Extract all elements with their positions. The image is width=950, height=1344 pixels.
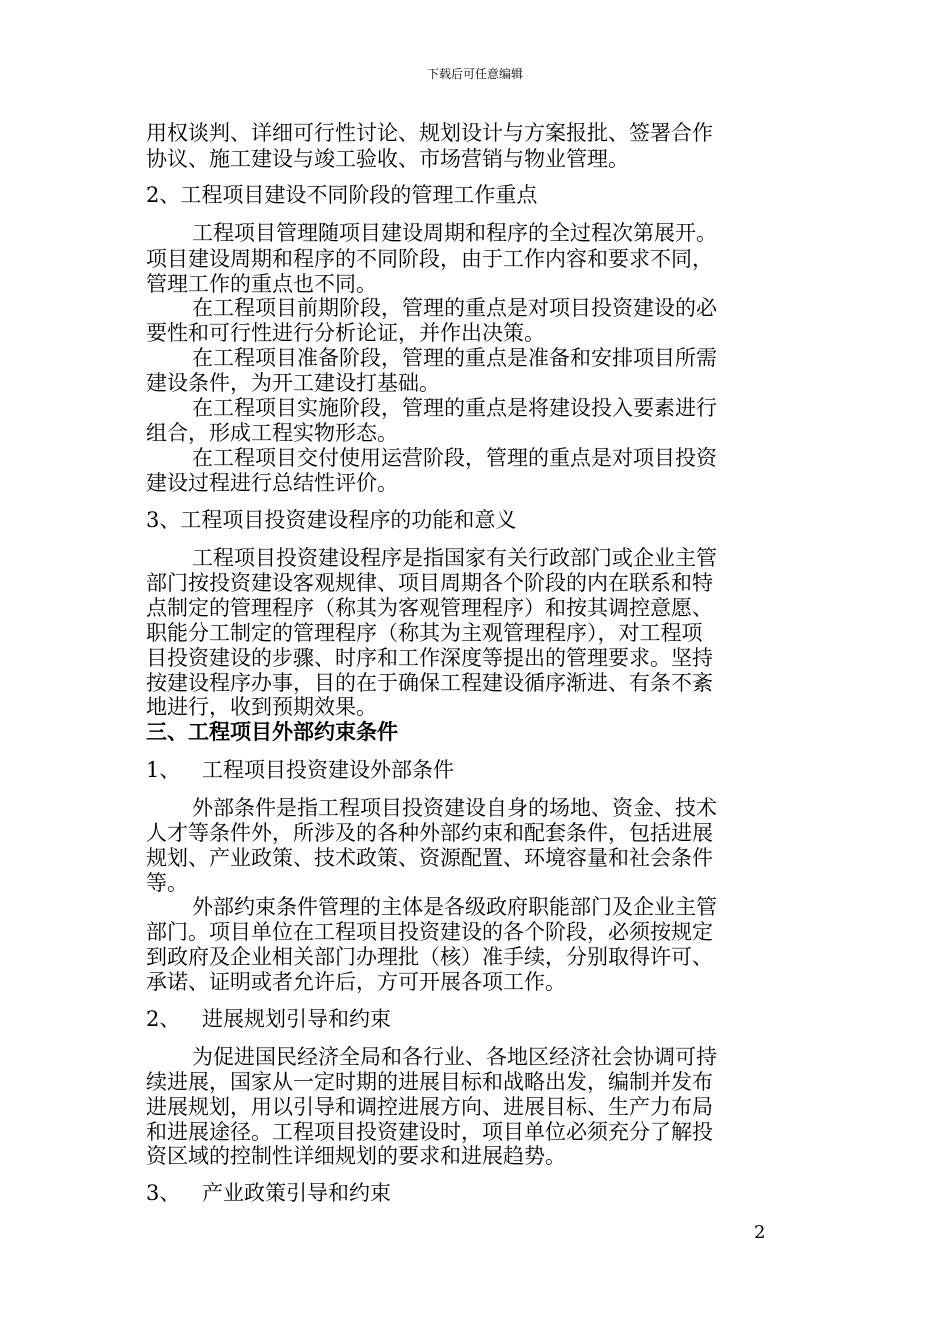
text-line: 在工程项目实施阶段，管理的重点是将建设投入要素进行	[192, 396, 717, 420]
text-line: 人才等条件外，所涉及的各种外部约束和配套条件，包括进展	[146, 821, 713, 845]
text-line: 部门按投资建设客观规律、项目周期各个阶段的内在联系和特	[146, 571, 713, 595]
text-line: 在工程项目交付使用运营阶段，管理的重点是对项目投资	[192, 446, 717, 470]
subheading: 进展规划引导和约束	[202, 1007, 391, 1031]
subheading-number: 1、	[146, 758, 181, 782]
text-line: 组合，形成工程实物形态。	[146, 421, 398, 445]
page-number: 2	[754, 1222, 766, 1243]
text-line: 项目建设周期和程序的不同阶段，由于工作内容和要求不同，	[146, 247, 713, 271]
text-line: 外部条件是指工程项目投资建设自身的场地、资金、技术	[192, 796, 717, 820]
text-line: 续进展，国家从一定时期的进展目标和战略出发，编制并发布	[146, 1070, 713, 1094]
text-line: 地进行，收到预期效果。	[146, 695, 377, 719]
subheading-number: 3、	[146, 1181, 181, 1205]
text-line: 部门。项目单位在工程项目投资建设的各个阶段，必须按规定	[146, 920, 713, 944]
text-line: 工程项目管理随项目建设周期和程序的全过程次第展开。	[192, 221, 717, 245]
text-line: 在工程项目准备阶段，管理的重点是准备和安排项目所需	[192, 346, 717, 370]
text-line: 外部约束条件管理的主体是各级政府职能部门及企业主管	[192, 895, 717, 919]
text-line: 到政府及企业相关部门办理批（核）准手续，分别取得许可、	[146, 945, 713, 969]
text-line: 规划、产业政策、技术政策、资源配置、环境容量和社会条件	[146, 846, 713, 870]
subheading: 3、工程项目投资建设程序的功能和意义	[146, 508, 517, 532]
text-line: 要性和可行性进行分析论证，并作出决策。	[146, 321, 545, 345]
text-line: 用权谈判、详细可行性讨论、规划设计与方案报批、签署合作	[146, 121, 713, 145]
text-line: 目投资建设的步骤、时序和工作深度等提出的管理要求。坚持	[146, 646, 713, 670]
subheading: 产业政策引导和约束	[202, 1181, 391, 1205]
text-line: 和进展途径。工程项目投资建设时，项目单位必须充分了解投	[146, 1120, 713, 1144]
text-line: 建设过程进行总结性评价。	[146, 471, 398, 495]
text-line: 为促进国民经济全局和各行业、各地区经济社会协调可持	[192, 1045, 717, 1069]
subheading-number: 2、	[146, 1007, 181, 1031]
text-line: 管理工作的重点也不同。	[146, 272, 377, 296]
text-line: 资区域的控制性详细规划的要求和进展趋势。	[146, 1144, 566, 1168]
text-line: 职能分工制定的管理程序（称其为主观管理程序），对工程项	[146, 621, 703, 645]
subheading: 2、工程项目建设不同阶段的管理工作重点	[146, 183, 538, 207]
section-heading: 三、工程项目外部约束条件	[146, 719, 398, 744]
subheading: 工程项目投资建设外部条件	[202, 758, 454, 782]
text-line: 协议、施工建设与竣工验收、市场营销与物业管理。	[146, 147, 629, 171]
text-line: 在工程项目前期阶段，管理的重点是对项目投资建设的必	[192, 296, 717, 320]
text-line: 按建设程序办事，目的在于确保工程建设循序渐进、有条不紊	[146, 671, 713, 695]
text-line: 等。	[146, 871, 188, 895]
page-header: 下载后可任意编辑	[426, 67, 523, 81]
text-line: 点制定的管理程序（称其为客观管理程序）和按其调控意愿、	[146, 596, 713, 620]
text-line: 承诺、证明或者允许后，方可开展各项工作。	[146, 970, 566, 994]
text-line: 工程项目投资建设程序是指国家有关行政部门或企业主管	[192, 546, 717, 570]
text-line: 建设条件，为开工建设打基础。	[146, 371, 440, 395]
text-line: 进展规划，用以引导和调控进展方向、进展目标、生产力布局	[146, 1095, 713, 1119]
